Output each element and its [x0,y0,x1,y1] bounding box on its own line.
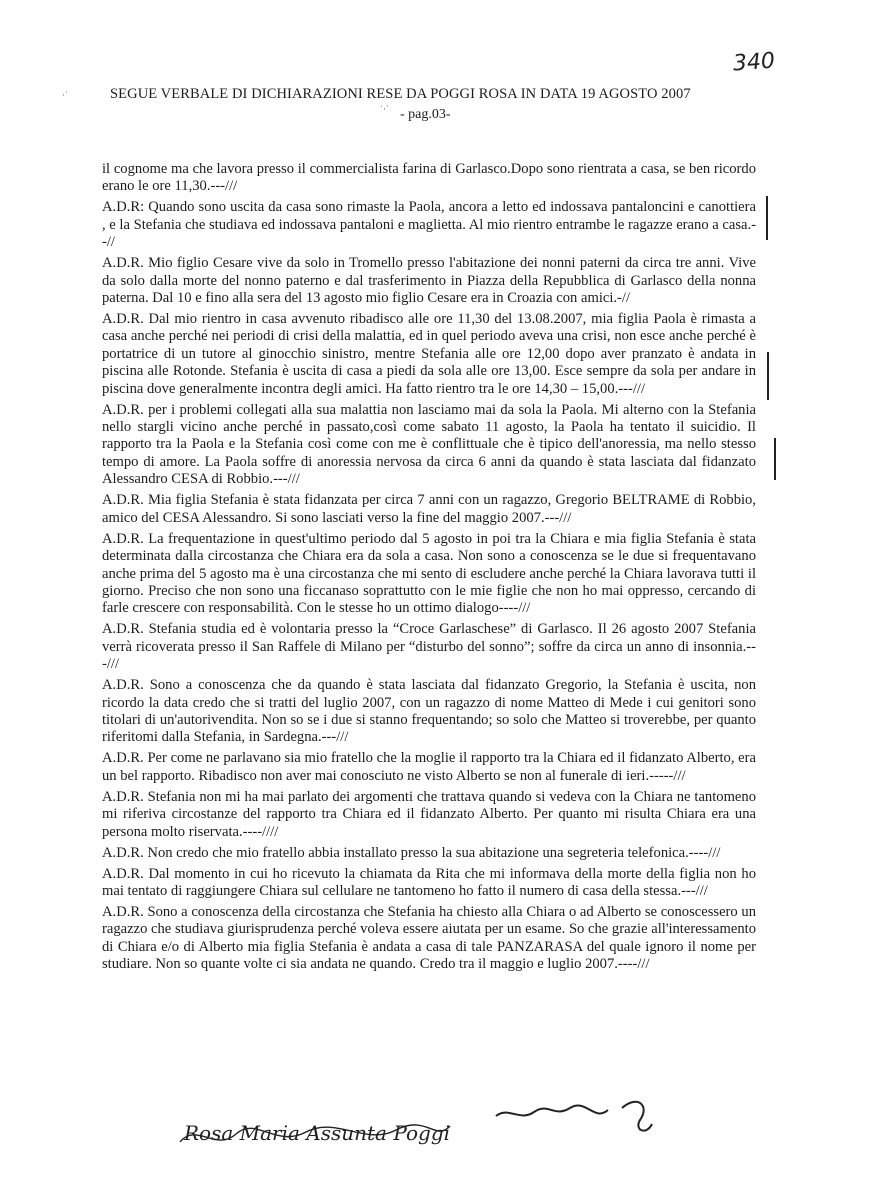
signature-right [490,1088,660,1148]
paragraph: A.D.R. Mio figlio Cesare vive da solo in Tromello presso l'abitazione dei nonni paterni da circa tre anni. Vive da solo dalla morte del nonno paterno e dal trasferimento in Piazza della Repubblica di Garlasco della nonna paterna. Dal 10 e fino alla sera del 13 agosto mio figlio Cesare era in Croazia con amici.-// [102,255,756,307]
paragraph: il cognome ma che lavora presso il commercialista farina di Garlasco.Dopo sono rientrata a casa, se ben ricordo erano le ore 11,30.---/// [102,161,756,195]
paragraph: A.D.R. Per come ne parlavano sia mio fratello che la moglie il rapporto tra la Chiara ed il fidanzato Alberto, era un bel rapporto. Ribadisco non aver mai conosciuto ne visto Alberto se non al funerale di ieri.-----/// [102,750,756,784]
paragraph: A.D.R. Non credo che mio fratello abbia installato presso la sua abitazione una segreteria telefonica.----/// [102,844,721,861]
paragraph: A.D.R. Mia figlia Stefania è stata fidanzata per circa 7 anni con un ragazzo, Gregorio BELTRAME di Robbio, amico del CESA Alessandro. Si sono lasciati verso la fine del maggio 2007.---/// [102,492,756,526]
scan-speckle: ·˙ [62,90,68,100]
paragraph: A.D.R. Dal mio rientro in casa avvenuto ribadisco alle ore 11,30 del 13.08.2007, mia figlia Paola è rimasta a casa anche perché nei periodi di crisi della malattia, ed in quel periodo aveva una crisi, non esce anche perché è portatrice di un tutore al ginocchio sinistro, mentre Stefania alle ore 12,00 dopo aver pranzato è andata in piscina alle Rotonde. Stefania è uscita di casa a piedi da sola alle ore 13,00. Esce sempre da sola per andare in piscina dove generalmente incontra degli amici. Ha fatto rientro tra le ore 14,30 – 15,00.---/// [102,311,756,397]
margin-mark [774,438,776,480]
page-label: - pag.03- [400,107,451,122]
paragraph: A.D.R. Stefania studia ed è volontaria presso la “Croce Garlaschese” di Garlasco. Il 26 agosto 2007 Stefania verrà ricoverata presso il San Raffele di Milano per “disturbo del sonno”; soffre da circa un anno di insonnia.---/// [102,621,756,673]
statement-body [102,161,756,977]
document-title: SEGUE VERBALE DI DICHIARAZIONI RESE DA POGGI ROSA IN DATA 19 AGOSTO 2007 [110,86,691,102]
paragraph: A.D.R. Dal momento in cui ho ricevuto la chiamata da Rita che mi informava della morte della figlia non ho mai tentato di raggiungere Chiara sul cellulare ne tantomeno ho fatto il numero di casa della stessa.---/// [102,865,756,899]
signature-left [176,1112,456,1162]
paragraph: A.D.R. per i problemi collegati alla sua malattia non lasciamo mai da sola la Paola. Mi alterno con la Stefania nello stargli vicino anche perché in passato,così come sabato 11 agosto, la Paola ha tentato il suicidio. Il rapporto tra la Paola e la Stefania così come con me è conflittuale che è tipico dell'anoressia, ma nello stesso tempo di amore. La Paola soffre di anoressia nervosa da circa 6 anni da quando è stata lasciata dal fidanzato Alessandro CESA di Robbio.---/// [102,401,756,488]
paragraph: A.D.R. Sono a conoscenza della circostanza che Stefania ha chiesto alla Chiara o ad Alberto se conoscessero un ragazzo che studiava giurisprudenza perché voleva essere aiutata per un esame. So che grazie all'interessamento di Chiara e/o di Alberto mia figlia Stefania è andata a casa di tale PANZARASA del quale ignoro il nome per studiare. Non so quante volte ci sia andata ne quando. Credo tra il maggio e luglio 2007.----/// [102,903,756,973]
scan-speckle: ˙·˙ [380,104,389,114]
paragraph: A.D.R: Quando sono uscita da casa sono rimaste la Paola, ancora a letto ed indossava pantaloncini e canottiera , e la Stefania che studiava ed indossava pantaloni e maglietta. Al mio rientro entrambe le ragazze erano a casa.--// [102,199,757,251]
paragraph: A.D.R. La frequentazione in quest'ultimo periodo dal 5 agosto in poi tra la Chiara e mia figlia Stefania è stata determinata dalla circostanza che Chiara era da sola a casa. Non sono a conoscenza se le due si frequentavano anche prima del 5 agosto ma è una circostanza che mi sento di escludere anche perché la Chiara lavorava tutti il giorno. Preciso che non sono una ficcanaso soprattutto con le mie figlie che non ho mai oppresso, cercando di farle crescere con responsabilità. Con le stesse ho un ottimo dialogo----/// [102,530,756,617]
margin-mark [766,196,768,240]
margin-mark [767,352,769,400]
paragraph: A.D.R. Sono a conoscenza che da quando è stata lasciata dal fidanzato Gregorio, la Stefania è uscita, non ricordo la data credo che si tratti del luglio 2007, con un ragazzo di nome Matteo di Mede i cui genitori sono titolari di un'autorivendita. Non so se i due si stanno frequentando; so solo che Matteo si troverebbe, per quanto riferitomi dalla Stefania, in Sardegna.---/// [102,677,756,746]
paragraph: A.D.R. Stefania non mi ha mai parlato dei argomenti che trattava quando si vedeva con la Chiara ne tantomeno mi riferiva circostanze del rapporto tra Chiara ed il fidanzato Alberto. Per quanto mi risulta Chiara era una persona molto riservata.----//// [102,788,756,840]
signature-left-text: Rosa Maria Assunta Poggi [184,1121,451,1145]
handwritten-page-number: 340 [732,48,776,77]
